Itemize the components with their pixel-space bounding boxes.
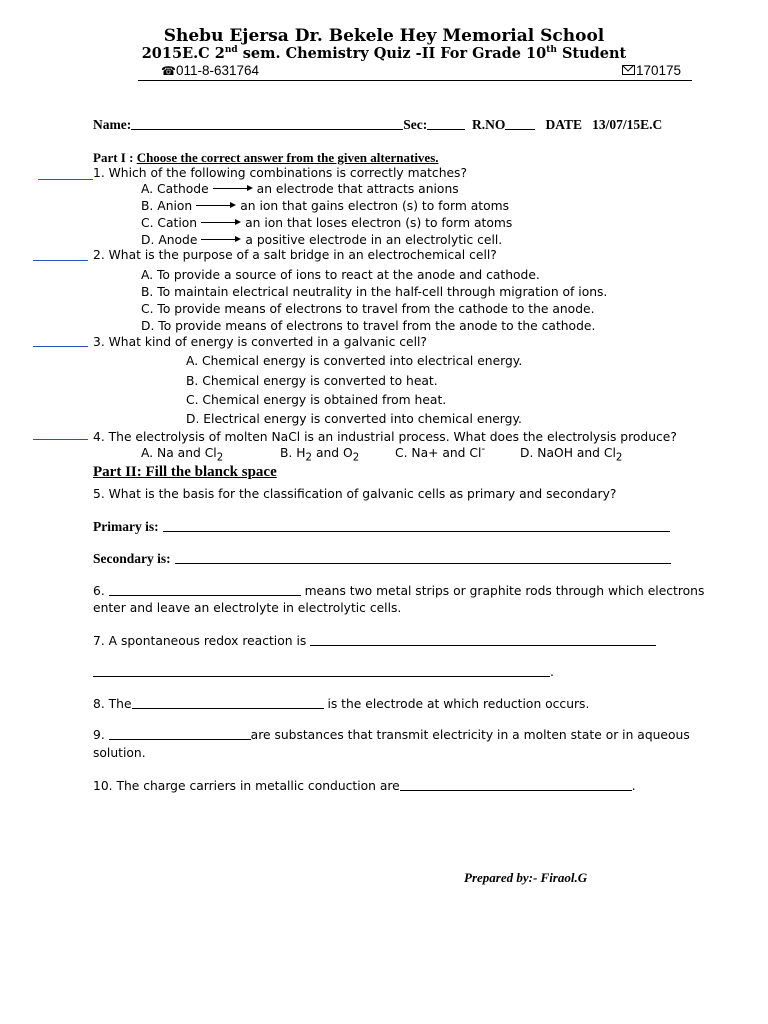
q1-option-c: C. Cation an ion that loses electron (s) to form atoms — [141, 216, 513, 230]
answer-blank-q4[interactable] — [33, 439, 88, 440]
name-blank[interactable] — [131, 117, 403, 130]
secondary-blank[interactable] — [175, 551, 671, 564]
q3-option-a: A. Chemical energy is converted into electrical energy. — [186, 354, 523, 368]
rno-blank[interactable] — [505, 117, 535, 130]
question-6: 6. means two metal strips or graphite rods through which electrons — [93, 584, 705, 598]
part1-heading: Part I : Choose the correct answer from the given alternatives. — [93, 150, 439, 165]
q3-option-c: C. Chemical energy is obtained from heat. — [186, 393, 447, 407]
question-1: 1. Which of the following combinations is correctly matches? — [93, 166, 467, 180]
primary-blank[interactable] — [163, 519, 670, 532]
arrow-icon — [201, 239, 239, 240]
q7-blank-2[interactable] — [93, 664, 550, 677]
envelope-icon — [622, 65, 635, 75]
question-7-cont: . — [93, 664, 554, 679]
arrow-icon — [196, 205, 234, 206]
question-10: 10. The charge carriers in metallic conduction are . — [93, 779, 636, 793]
question-7: 7. A spontaneous redox reaction is — [93, 633, 656, 648]
student-info-line: Name: Sec: R.NO DATE 13/07/15E.C — [93, 117, 663, 132]
school-name: Shebu Ejersa Dr. Bekele Hey Memorial School — [163, 26, 605, 46]
question-9: 9. are substances that transmit electricity in a molten state or in aqueous — [93, 728, 690, 742]
answer-blank-q1[interactable] — [38, 179, 93, 180]
po-box: 170175 — [622, 63, 681, 78]
question-2: 2. What is the purpose of a salt bridge in an electrochemical cell? — [93, 248, 497, 262]
q3-option-b: B. Chemical energy is converted to heat. — [186, 374, 438, 388]
q4-option-b: B. $H_2$ and $O_2$ — [280, 446, 360, 464]
q2-option-c: C. To provide means of electrons to travel from the cathode to the anode. — [141, 302, 595, 316]
q1-option-a: A. Cathode an electrode that attracts anions — [141, 182, 459, 196]
question-3: 3. What kind of energy is converted in a galvanic cell? — [93, 335, 427, 349]
secondary-line: Secondary is: — [93, 550, 671, 568]
q1-option-d: D. Anode a positive electrode in an electrolytic cell. — [141, 233, 503, 247]
question-9-cont: solution. — [93, 746, 146, 760]
quiz-subtitle: 2015E.C 2nd sem. Chemistry Quiz -II For Grade 10th Student — [141, 45, 627, 62]
header-divider — [138, 80, 692, 81]
question-4: 4. The electrolysis of molten NaCl is an industrial process. What does the electrolysis produce? — [93, 430, 677, 444]
question-5: 5. What is the basis for the classification of galvanic cells as primary and secondary? — [93, 487, 617, 501]
q1-option-b: B. Anion an ion that gains electron (s) to form atoms — [141, 199, 510, 213]
primary-line: Primary is: — [93, 518, 670, 536]
q9-blank[interactable] — [109, 727, 251, 740]
q2-option-a: A. To provide a source of ions to react at the anode and cathode. — [141, 268, 540, 282]
q3-option-d: D. Electrical energy is converted into chemical energy. — [186, 412, 522, 426]
q2-option-d: D. To provide means of electrons to travel from the anode to the cathode. — [141, 319, 596, 333]
phone-number: ☎011-8-631764 — [161, 63, 260, 78]
arrow-icon — [201, 222, 239, 223]
arrow-icon — [213, 188, 251, 189]
answer-blank-q3[interactable] — [33, 346, 88, 347]
part2-heading: Part II: Fill the blanck space — [93, 464, 277, 480]
q4-option-a: A. Na and $Cl_2$ — [141, 446, 224, 464]
q4-option-d: D. NaOH and $Cl_2$ — [520, 446, 623, 464]
question-8: 8. The is the electrode at which reduction occurs. — [93, 697, 590, 711]
answer-blank-q2[interactable] — [33, 260, 88, 261]
sec-blank[interactable] — [427, 117, 465, 130]
prepared-by: Prepared by:- Firaol.G — [464, 870, 588, 885]
question-6-cont: enter and leave an electrolyte in electrolytic cells. — [93, 601, 402, 615]
q8-blank[interactable] — [132, 696, 324, 709]
telephone-icon: ☎ — [161, 64, 176, 78]
q4-option-c: C. Na+ and Cl- — [395, 442, 486, 460]
q10-blank[interactable] — [400, 778, 632, 791]
q6-blank[interactable] — [109, 583, 301, 596]
q7-blank[interactable] — [310, 633, 656, 646]
q2-option-b: B. To maintain electrical neutrality in the half-cell through migration of ions. — [141, 285, 608, 299]
